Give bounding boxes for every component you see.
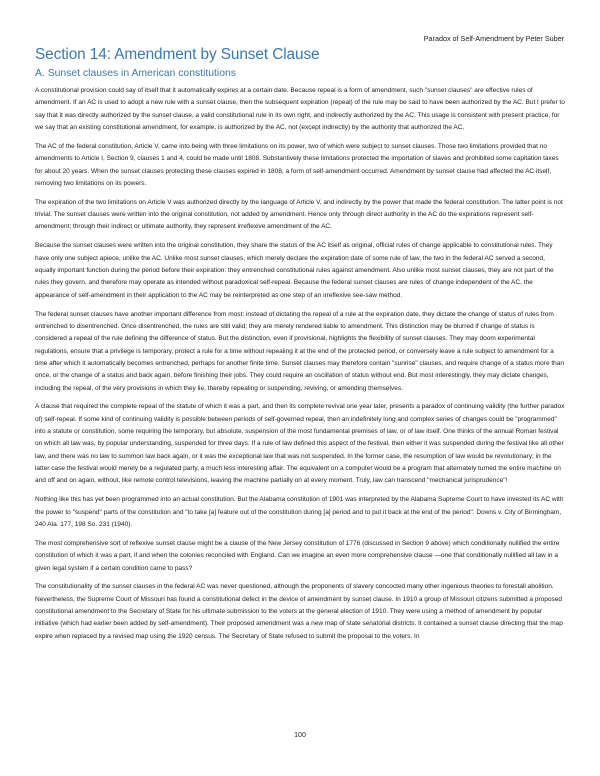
body-text xyxy=(35,85,567,650)
page-number: 100 xyxy=(294,732,306,739)
paragraph: The most comprehensive sort of reflexive sunset clause might be a clause of the New Jersey constitution of 1776 (discussed in Section 9 above) which conditionally nullified the entire constitution of which it was a part, if and when the colonies reconciled with England. Can we imagine an even more comprehensive clause —one that conditionally nullified all law in a given legal system if a certain condition came to pass? xyxy=(35,539,560,572)
running-header: Paradox of Self-Amendment by Peter Suber xyxy=(423,34,564,43)
subsection-title: A. Sunset clauses in American constitutions xyxy=(35,68,236,79)
paragraph: Nothing like this has yet been programmed into an actual constitution. But the Alabama constitution of 1901 was interpreted by the Alabama Supreme Court to have invested its AC with the power to "suspend" parts of the constitution and "to take [a] feature out of the constitution during [a] period and to put it back at the end of the period". Downs v. City of Birmingham, 240 Ala. 177, 198 So. 231 (1940). xyxy=(35,496,564,528)
paragraph: The expiration of the two limitations on Article V was authorized directly by the language of Article V, and indirectly by the power that made the federal constitution. The latter point is not trivial. The sunset clauses were written into the original constitution, not added by amendment. Hence only through direct authority in the AC do the expirations represent self-amendment; through their indirect or ultimate authority, they represent irreflexive amendment of the AC. xyxy=(35,198,563,231)
paragraph: A constitutional provision could say of itself that it automatically expires at a certain date. Because repeal is a form of amendment, such "sunset clauses" are effective rules of amendment. If an AC is used to adopt a new rule with a sunset clause, then the subsequent expiration (repeal) of the rule may be said to have been authorized by the AC. But I prefer to say that it was directly authorized by the sunset clause, a valid constitutional rule in its own right, and indirectly authorized by the AC. This usage is consistent with present practice, for we say that an existing constitutional amendment, for example, is authorized by the AC, not (except indirectly) by the authority that authorized the AC. xyxy=(35,87,565,132)
section-title: Section 14: Amendment by Sunset Clause xyxy=(35,46,320,63)
paragraph: The AC of the federal constitution, Article V, came into being with three limitations on its power, two of which were subject to sunset clauses. Those two limitations provided that no amendments to Article I, Section 9, clauses 1 and 4, could be made until 1808. Substantively these limitations protected the importation of slaves and prohibited some capitation taxes for about 20 years. When the sunset clauses protecting these clauses expired in 1808, a form of self-amendment occurred. Amendment by sunset clause had affected the AC itself, removing two limitations on its powers. xyxy=(35,142,559,187)
paragraph: The constitutionality of the sunset clauses in the federal AC was never questioned, although the proponents of slavery concocted many other ingenious theories to forestall abolition. Nevertheless, the Supreme Court of Missouri has found a constitutional defect in the device of amendment by sunset clause. In 1910 a group of Missouri citizens submitted a proposed constitutional amendment to the Secretary of State for his ultimate submission to the voters at the general election of 1910. They were using a method of amendment by popular initiative (which had earlier been added by self-amendment). Their proposed amendment was a new map of state senatorial districts. It contained a sunset clause directing that the map expire when replaced by a revised map using the 1920 census. The Secretary of State refused to submit the proposal to the voters. In xyxy=(35,583,563,640)
paragraph: The federal sunset clauses have another important difference from most: instead of dictating the repeal of a rule at the expiration date, they dictate the change of status of rules from entrenched to disentrenched. Once disentrenched, the rules are still valid; they are merely rendered liable to amendment. This distinction may be blurred if change of status is considered a repeal of the rule defining the difference of status. But the distinction, even if provisional, highlights the flexibility of sunset clauses. They may doom experimental regulations, ensure that a privilege is temporary, protect a rule for a time without repealing it at the end of the protected period, or conversely leave a rule subject to amendment for a time after which it automatically becomes entrenched, perhaps for another finite time. Sunset clauses may therefore contain "sunrise" clauses, and require change of a status more than once, or the change of a status and back again, before finishing their jobs. They could require an oscillation of status without end. But most interestingly, they may dictate changes, including the repeal, of the very provisions in which they lie, thereby repealing or suspending, reviving, or amending themselves. xyxy=(35,310,565,392)
paragraph: Because the sunset clauses were written into the original constitution, they share the status of the AC itself as original, official rules of change applicable to constitutional rules. They have only one subject apiece, unlike the AC. Unlike most sunset clauses, which merely declare the expiration date of some rule of law, the two in the federal AC served a second, equally important function during the period before their expiration: they entrenched constitutional rules against amendment. Also unlike most sunset clauses, they are not part of the rules they govern, and therefore may operate as intended without paradoxical self-repeal. Because the federal sunset clauses are rules of change independent of the AC, the appearance of self-amendment in their application to the AC may be reinterpreted as one step of an irreflexive see-saw method. xyxy=(35,242,554,299)
paragraph: A clause that required the complete repeal of the statute of which it was a part, and then its complete revival one year later, presents a paradox of continuing validity (the further paradox of) self-repeal. If some kind of continuing validity is possible between periods of self-governed repeal, then an indefinitely long and complex series of changes could be "programmed" into a statute or constitution, some requiring the temporary, but absolute, suspension of the most fundamental premises of law, or of law itself. One thinks of the annual Roman festival on which all law was, by popular understanding, suspended for three days. If a rule of law defined this aspect of the festival, then either it was suspended during the festival like all other law, and there was no law to summon law back again, or it was the exceptional law that was not suspended. In the former case, the resumption of law would be revolutionary; in the latter case the festival would merely be a regulated party, a much less interesting affair. The equivalent on a computer would be a program that alternately turned the entire machine on and off and on again, without, like remote control televisions, leaving the machine partially on at every moment. Truly, law can transcend "mechanical jurisprudence"! xyxy=(35,403,565,485)
